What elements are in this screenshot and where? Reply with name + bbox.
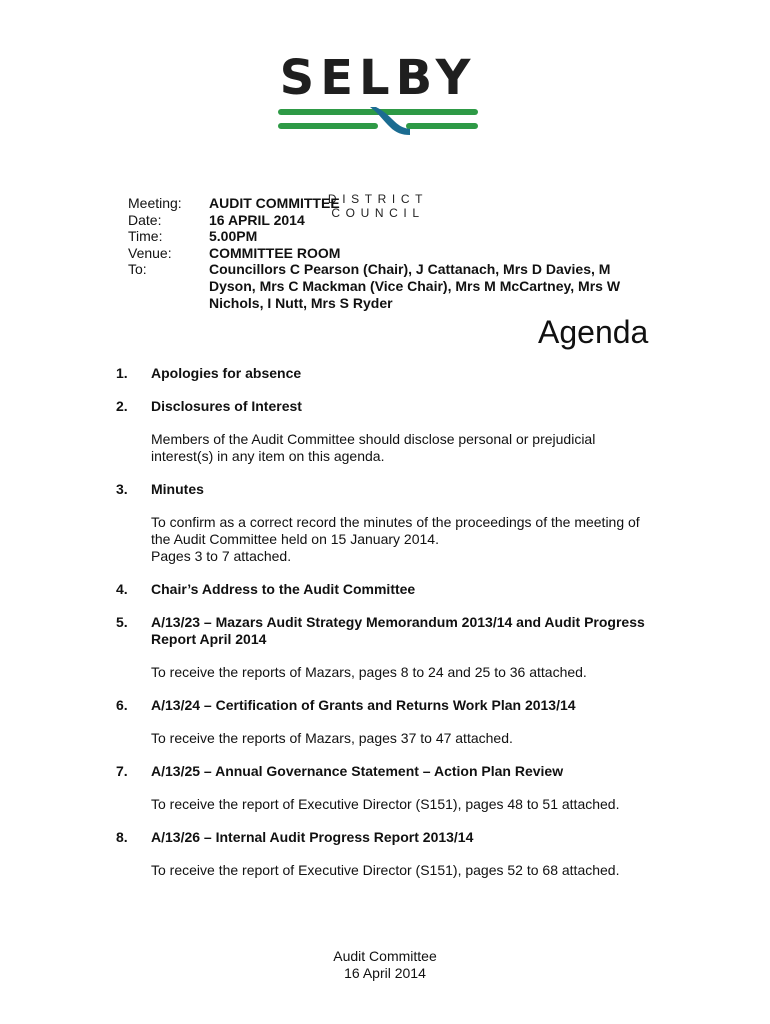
item-title: Disclosures of Interest: [151, 398, 302, 414]
venue-value: COMMITTEE ROOM: [209, 244, 341, 261]
item-title: Chair’s Address to the Audit Committee: [151, 581, 416, 597]
attendees-row: [128, 261, 649, 311]
meeting-row: [128, 195, 649, 212]
venue-label: Venue:: [128, 244, 172, 261]
attendees-label: To:: [128, 261, 147, 278]
item-number: 4.: [116, 581, 128, 597]
date-value: 16 APRIL 2014: [209, 211, 305, 228]
logo-green-stripe-bottom-right: [406, 123, 478, 129]
logo-green-stripe-bottom-left: [278, 123, 378, 129]
logo-river-graphic: [278, 107, 478, 187]
item-title: Minutes: [151, 481, 204, 497]
agenda-items: [116, 365, 656, 895]
date-row: [128, 212, 649, 229]
venue-row: [128, 245, 649, 262]
agenda-item: [116, 697, 656, 747]
page-footer: [285, 948, 485, 981]
item-number: 2.: [116, 398, 128, 414]
footer-date: 16 April 2014: [344, 964, 426, 981]
item-title: A/13/24 – Certification of Grants and Returns Work Plan 2013/14: [151, 697, 576, 713]
agenda-item: [116, 829, 656, 879]
agenda-item: [116, 481, 656, 565]
item-number: 1.: [116, 365, 128, 381]
agenda-item: [116, 763, 656, 813]
agenda-item: [116, 581, 656, 598]
item-title: Apologies for absence: [151, 365, 302, 381]
time-label: Time:: [128, 228, 163, 245]
footer-committee: Audit Committee: [333, 948, 437, 964]
attendees-value: Councillors C Pearson (Chair), J Cattanach, Mrs D Davies, M Dyson, Mrs C Mackman (Vice Chair), Mrs M McCartney, Mrs W Nichols, I Nutt, Mrs S Ryder: [209, 261, 621, 311]
meeting-label: Meeting:: [128, 195, 182, 211]
item-description: To receive the report of Executive Director (S151), pages 52 to 68 attached.: [151, 862, 620, 878]
agenda-item: [116, 365, 656, 382]
agenda-title: Agenda: [538, 314, 649, 350]
item-description: Members of the Audit Committee should disclose personal or prejudicial interest(s) in any item on this agenda.: [151, 431, 596, 464]
item-title: A/13/25 – Annual Governance Statement – Action Plan Review: [151, 763, 564, 779]
item-number: 5.: [116, 614, 128, 630]
logo-wordmark: SELBY: [279, 50, 477, 106]
item-title: A/13/23 – Mazars Audit Strategy Memorandum 2013/14 and Audit Progress Report April 2014: [151, 614, 645, 647]
item-description: To confirm as a correct record the minutes of the proceedings of the meeting of the Audit Committee held on 15 January 2014. Pages 3 to 7 attached.: [151, 514, 640, 564]
meeting-value: AUDIT COMMITTEE: [209, 195, 340, 211]
time-value: 5.00PM: [209, 228, 258, 245]
meeting-details: [128, 195, 649, 311]
item-description: To receive the reports of Mazars, pages 37 to 47 attached.: [151, 730, 513, 746]
item-description: To receive the report of Executive Director (S151), pages 48 to 51 attached.: [151, 796, 620, 812]
agenda-item: [116, 614, 656, 681]
item-number: 6.: [116, 697, 128, 713]
date-label: Date:: [128, 211, 162, 228]
agenda-item: [116, 398, 656, 465]
logo-subtitle: DISTRICT COUNCIL: [327, 192, 429, 220]
item-title: A/13/26 – Internal Audit Progress Report 2013/14: [151, 829, 474, 845]
selby-district-council-logo: [278, 50, 478, 220]
item-number: 8.: [116, 829, 128, 845]
item-description: To receive the reports of Mazars, pages 8 to 24 and 25 to 36 attached.: [151, 664, 587, 680]
item-number: 7.: [116, 763, 128, 779]
time-row: [128, 228, 649, 245]
item-number: 3.: [116, 481, 128, 497]
